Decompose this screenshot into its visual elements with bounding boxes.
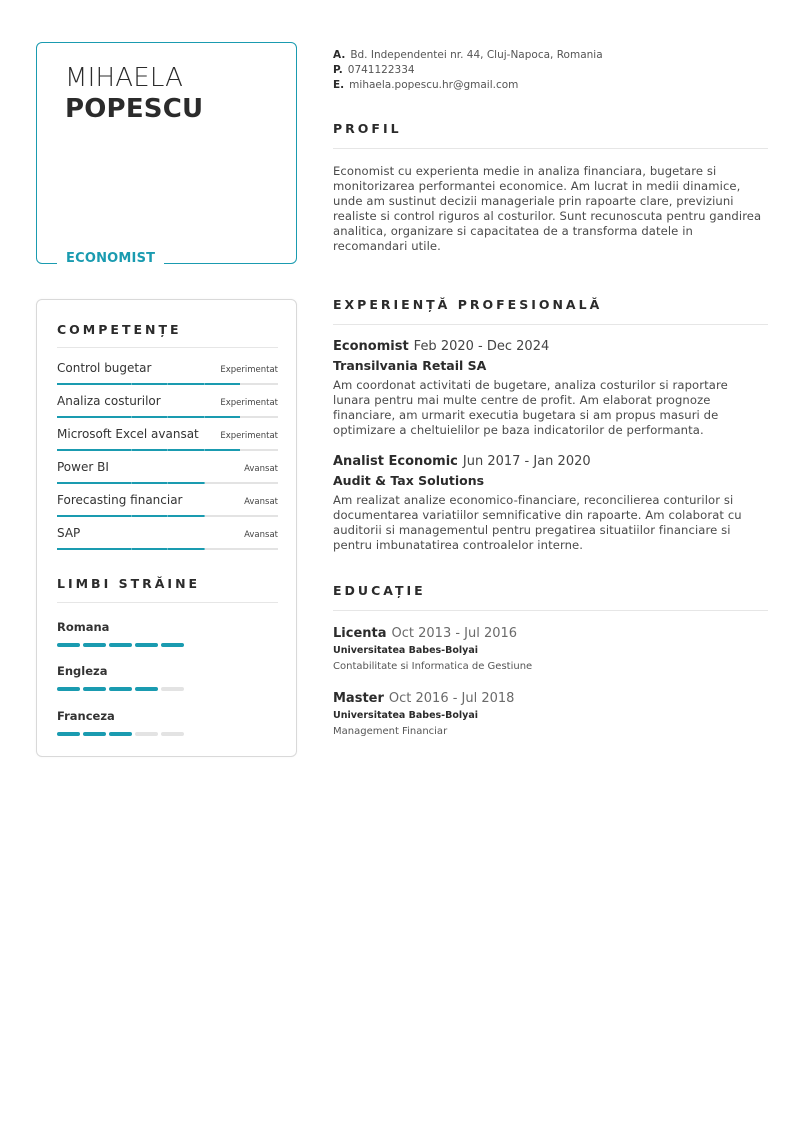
- skill-bar: [57, 449, 278, 451]
- skill-bar-tick: [167, 449, 168, 451]
- skill-item: [57, 526, 278, 559]
- skill-bar: [57, 482, 278, 484]
- skill-bar: [57, 383, 278, 385]
- rating-dot-filled: [109, 732, 132, 736]
- education-item: [333, 690, 765, 740]
- skill-name: Power BI: [57, 460, 109, 474]
- skill-bar-tick: [204, 515, 205, 517]
- experience-divider: [333, 324, 768, 325]
- rating-dot-filled: [83, 687, 106, 691]
- edu-field: Contabilitate si Informatica de Gestiune: [333, 661, 533, 672]
- rating-dot-empty: [161, 687, 184, 691]
- edu-field: Management Financiar: [333, 726, 448, 737]
- skill-name: SAP: [57, 526, 81, 540]
- language-name: Romana: [57, 620, 110, 634]
- skill-level: Avansat: [244, 530, 278, 540]
- job-role: Analist Economic: [333, 454, 458, 469]
- job-description: Am realizat analize economico-financiare, reconcilierea conturilor si documentarea variatiilor semnificative din rapoarte. Am colaborat cu auditorii si managementul pentru pregatirea situatiilor financiare si pentru imbunatatirea controalelor interne.: [333, 493, 742, 552]
- edu-degree: Master: [333, 691, 384, 706]
- job-title: ECONOMIST: [57, 251, 164, 266]
- skill-item: [57, 427, 278, 460]
- profile-divider: [333, 148, 768, 149]
- rating-dot-filled: [109, 687, 132, 691]
- skill-bar-fill: [57, 416, 240, 418]
- edu-degree: Licenta: [333, 626, 387, 641]
- job-description: Am coordonat activitati de bugetare, analiza costurilor si raportare lunara pentru mai multe centre de profit. Am elaborat prognoze financiare, am urmarit executia bugetara si am propus masuri de optimizare a cheltuielilor pe baza indicatorilor de performanta.: [333, 378, 728, 437]
- language-rating: [57, 687, 278, 691]
- rating-dot-empty: [135, 732, 158, 736]
- rating-dot-filled: [57, 732, 80, 736]
- experience-item: [333, 338, 765, 438]
- skill-bar-fill: [57, 482, 205, 484]
- skill-level: Experimentat: [220, 365, 278, 375]
- skill-bar-tick: [131, 416, 132, 418]
- skill-level: Avansat: [244, 464, 278, 474]
- rating-dot-filled: [161, 643, 184, 647]
- skill-bar-tick: [131, 383, 132, 385]
- edu-dates: Oct 2016 - Jul 2018: [388, 691, 515, 706]
- job-dates: Feb 2020 - Dec 2024: [413, 339, 550, 354]
- skill-bar-tick: [204, 482, 205, 484]
- skill-bar-tick: [204, 548, 205, 550]
- skill-bar-tick: [131, 482, 132, 484]
- rating-dot-filled: [109, 643, 132, 647]
- language-rating: [57, 732, 278, 736]
- skill-bar-tick: [167, 416, 168, 418]
- experience-item: [333, 453, 765, 553]
- last-name: POPESCU: [65, 94, 204, 124]
- skill-item: [57, 361, 278, 394]
- skill-item: [57, 460, 278, 493]
- email-value: mihaela.popescu.hr@gmail.com: [349, 79, 519, 91]
- profile-text: Economist cu experienta medie in analiza financiara, bugetare si monitorizarea performantei economice. Am lucrat in medii dinamice, unde am sustinut decizii manageriale prin rapoarte clare, previziuni realiste si control riguros al costurilor. Sunt recunoscuta pentru gandirea analitica, organizare si capacitatea de a transforma datele in recomandari utile.: [333, 164, 762, 253]
- skill-bar: [57, 416, 278, 418]
- rating-dot-empty: [161, 732, 184, 736]
- skill-bar-tick: [204, 383, 205, 385]
- contact-info: [333, 48, 603, 93]
- job-company: Transilvania Retail SA: [333, 358, 487, 373]
- language-name: Engleza: [57, 664, 108, 678]
- phone-value: 0741122334: [347, 64, 415, 76]
- contact-address: [333, 48, 603, 63]
- skill-name: Forecasting financiar: [57, 493, 183, 507]
- name-card: [36, 42, 297, 264]
- languages-divider: [57, 602, 278, 603]
- skills-heading: COMPETENȚE: [57, 322, 182, 337]
- skill-name: Control bugetar: [57, 361, 152, 375]
- skills-divider: [57, 347, 278, 348]
- rating-dot-filled: [135, 643, 158, 647]
- contact-email: [333, 78, 603, 93]
- rating-dot-filled: [57, 643, 80, 647]
- skill-bar-tick: [167, 482, 168, 484]
- address-value: Bd. Independentei nr. 44, Cluj-Napoca, Romania: [350, 49, 603, 61]
- skill-name: Microsoft Excel avansat: [57, 427, 199, 441]
- skill-bar: [57, 515, 278, 517]
- rating-dot-filled: [135, 687, 158, 691]
- skill-bar-tick: [131, 515, 132, 517]
- education-heading: EDUCAȚIE: [333, 583, 426, 598]
- language-item: [57, 709, 278, 736]
- skill-bar-tick: [131, 449, 132, 451]
- experience-heading: EXPERIENȚĂ PROFESIONALĂ: [333, 297, 603, 312]
- phone-label: P.: [333, 64, 343, 76]
- email-label: E.: [333, 79, 345, 91]
- profile-heading: PROFIL: [333, 121, 402, 136]
- contact-phone: [333, 63, 603, 78]
- language-item: [57, 620, 278, 647]
- skill-bar-fill: [57, 383, 240, 385]
- job-company: Audit & Tax Solutions: [333, 473, 485, 488]
- edu-dates: Oct 2013 - Jul 2016: [391, 626, 518, 641]
- sidebar-card: [36, 299, 297, 757]
- education-item: [333, 625, 765, 675]
- skill-bar-tick: [204, 449, 205, 451]
- skill-bar-tick: [131, 548, 132, 550]
- skill-bar-tick: [204, 416, 205, 418]
- skill-bar-fill: [57, 449, 240, 451]
- language-rating: [57, 643, 278, 647]
- skill-item: [57, 493, 278, 526]
- education-divider: [333, 610, 768, 611]
- rating-dot-filled: [83, 732, 106, 736]
- skill-bar-tick: [167, 548, 168, 550]
- skill-level: Avansat: [244, 497, 278, 507]
- languages-heading: LIMBI STRĂINE: [57, 576, 201, 591]
- skill-bar-tick: [167, 515, 168, 517]
- skill-name: Analiza costurilor: [57, 394, 161, 408]
- language-item: [57, 664, 278, 691]
- skill-item: [57, 394, 278, 427]
- skill-bar-fill: [57, 515, 205, 517]
- skill-bar-tick: [167, 383, 168, 385]
- language-name: Franceza: [57, 709, 115, 723]
- skill-bar: [57, 548, 278, 550]
- skill-level: Experimentat: [220, 398, 278, 408]
- edu-school: Universitatea Babes-Bolyai: [333, 710, 478, 721]
- skill-level: Experimentat: [220, 431, 278, 441]
- rating-dot-filled: [57, 687, 80, 691]
- skill-bar-fill: [57, 548, 205, 550]
- address-label: A.: [333, 49, 346, 61]
- edu-school: Universitatea Babes-Bolyai: [333, 645, 478, 656]
- first-name: MIHAELA: [65, 63, 184, 93]
- job-role: Economist: [333, 339, 409, 354]
- rating-dot-filled: [83, 643, 106, 647]
- job-dates: Jun 2017 - Jan 2020: [462, 454, 591, 469]
